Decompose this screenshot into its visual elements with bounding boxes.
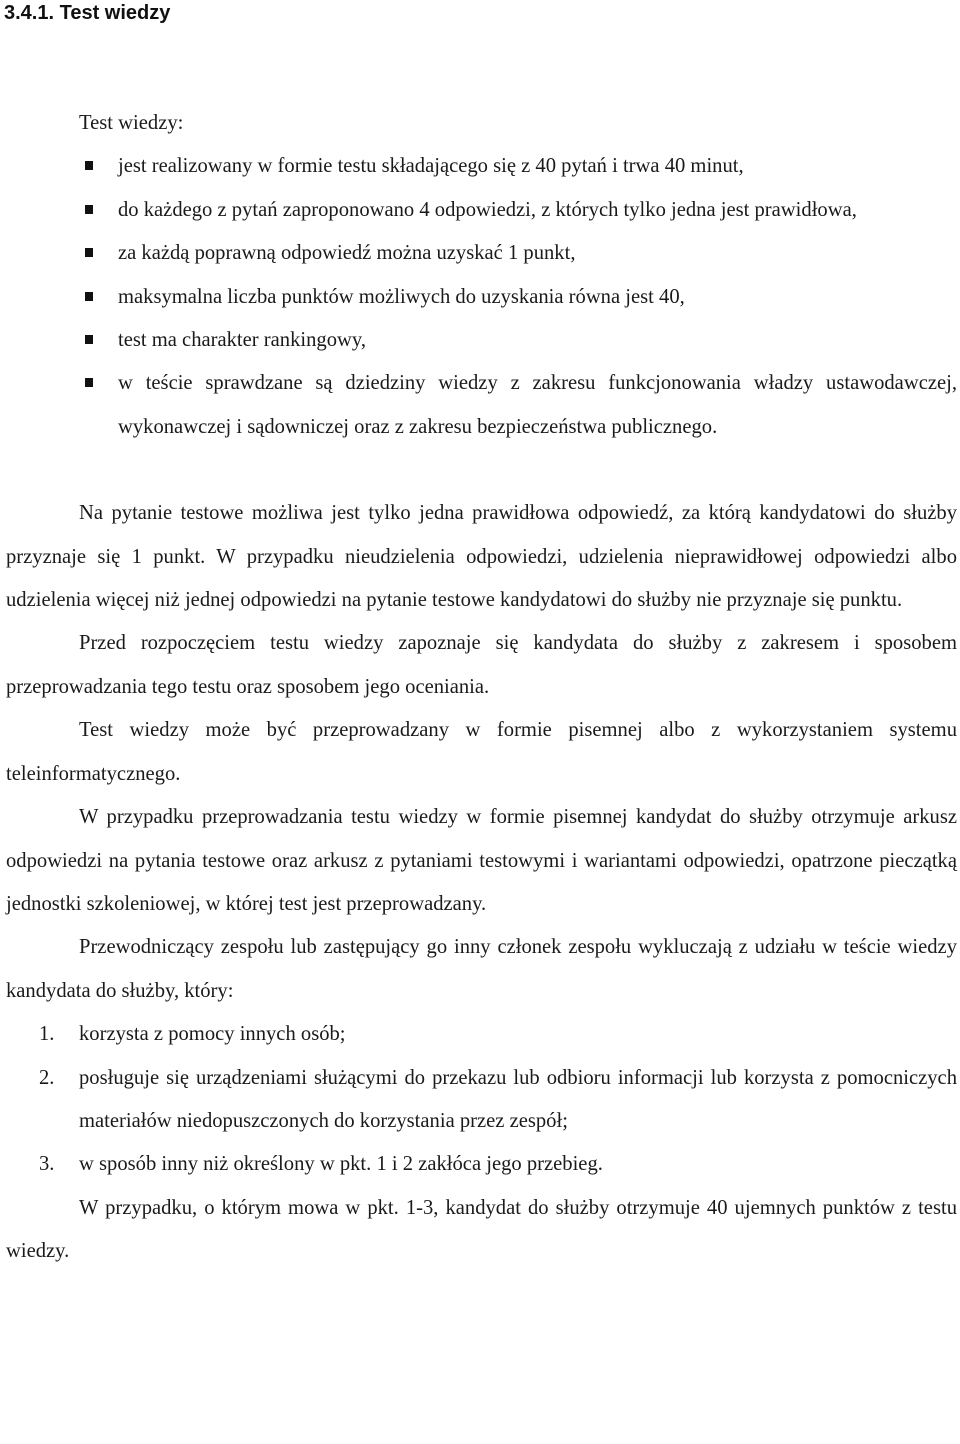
paragraph-written-form: W przypadku przeprowadzania testu wiedzy w formie pisemnej kandydat do służby otrzymuje arkusz odpowiedzi na pytania testowe oraz arkusz z pytaniami testowymi i wariantami odpowiedzi, opatrzone pieczątką jednostki szkoleniowej, w której test jest przeprowadzany. (6, 806, 957, 915)
bullet-item (118, 319, 957, 362)
section-content (6, 102, 957, 1274)
paragraph-form: Test wiedzy może być przeprowadzany w formie pisemnej albo z wykorzystaniem systemu teleinformatycznego. (6, 719, 957, 785)
section-heading: 3.4.1. Test wiedzy (4, 2, 171, 24)
bullet-item (118, 189, 957, 232)
bullet-text: w teście sprawdzane są dziedziny wiedzy z zakresu funkcjonowania władzy ustawodawczej, wykonawczej i sądowniczej oraz z zakresu bezpieczeństwa publicznego. (118, 372, 957, 438)
square-bullet-icon (85, 205, 93, 214)
square-bullet-icon (85, 335, 93, 344)
bullet-item (118, 232, 957, 275)
item-number: 3. (39, 1153, 55, 1176)
exclusion-item (39, 1013, 957, 1056)
bullet-text: maksymalna liczba punktów możliwych do uzyskania równa jest 40, (118, 285, 685, 308)
paragraph-penalty: W przypadku, o którym mowa w pkt. 1-3, kandydat do służby otrzymuje 40 ujemnych punktów z testu wiedzy. (6, 1196, 957, 1263)
bullet-item (118, 276, 957, 319)
square-bullet-icon (85, 248, 93, 257)
bullet-list (6, 145, 957, 449)
paragraph-scoring: Na pytanie testowe możliwa jest tylko jedna prawidłowa odpowiedź, za którą kandydatowi do służby przyznaje się 1 punkt. W przypadku nieudzielenia odpowiedzi, udzielenia nieprawidłowej odpowiedzi albo udzielenia więcej niż jednej odpowiedzi na pytanie testowe kandydatowi do służby nie przyznaje się punktu. (6, 502, 957, 612)
item-text: korzysta z pomocy innych osób; (79, 1023, 346, 1046)
item-text: posługuje się urządzeniami służącymi do przekazu lub odbioru informacji lub korzysta z pomocniczych materiałów niedopuszczonych do korzystania przez zespół; (79, 1066, 957, 1132)
square-bullet-icon (85, 378, 93, 387)
bullet-text: test ma charakter rankingowy, (118, 329, 366, 352)
paragraph-introduction: Przed rozpoczęciem testu wiedzy zapoznaje się kandydata do służby z zakresem i sposobem przeprowadzania tego testu oraz sposobem jego oceniania. (6, 632, 957, 698)
exclusion-list (6, 1013, 957, 1187)
square-bullet-icon (85, 161, 93, 170)
paragraph-exclusion: Przewodniczący zespołu lub zastępujący go inny członek zespołu wykluczają z udziału w teście wiedzy kandydata do służby, który: (6, 936, 957, 1002)
exclusion-item (39, 1057, 957, 1144)
exclusion-item (39, 1143, 957, 1186)
item-number: 2. (39, 1066, 55, 1089)
bullet-text: za każdą poprawną odpowiedź można uzyskać 1 punkt, (118, 242, 576, 265)
square-bullet-icon (85, 292, 93, 301)
item-text: w sposób inny niż określony w pkt. 1 i 2 zakłóca jego przebieg. (79, 1153, 603, 1176)
intro-line: Test wiedzy: (79, 112, 184, 134)
bullet-item (118, 362, 957, 449)
bullet-item (118, 145, 957, 188)
bullet-text: do każdego z pytań zaproponowano 4 odpowiedzi, z których tylko jedna jest prawidłowa, (118, 198, 857, 221)
bullet-text: jest realizowany w formie testu składającego się z 40 pytań i trwa 40 minut, (118, 155, 744, 178)
item-number: 1. (39, 1023, 55, 1046)
